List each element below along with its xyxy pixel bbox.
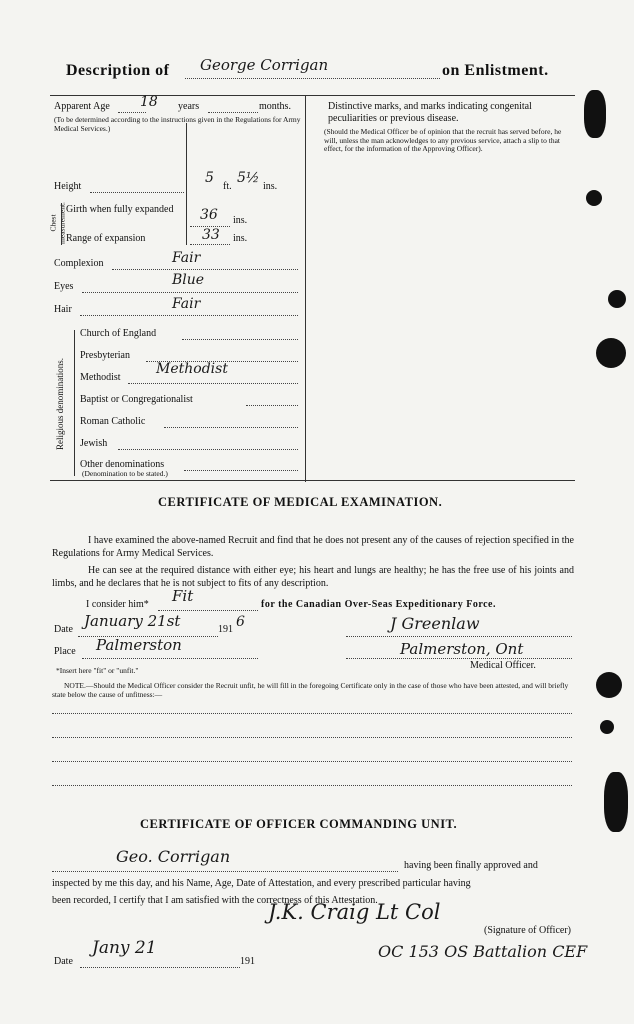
religion-other-note: (Denomination to be stated.) — [82, 469, 168, 478]
range-ins-label: ins. — [233, 233, 248, 244]
religion-line — [128, 383, 298, 384]
complexion-value: Fair — [172, 250, 201, 266]
commanding-date-line — [80, 967, 240, 968]
religion-selected-value: Methodist — [156, 361, 228, 377]
binder-hole — [586, 190, 602, 206]
girth-ins-label: ins. — [233, 215, 248, 226]
binder-hole — [600, 720, 614, 734]
girth-label: Girth when fully expanded — [66, 204, 174, 215]
months-label: months. — [259, 101, 291, 112]
religion-line — [246, 405, 298, 406]
religion-side-label: Religious denominations. — [55, 358, 65, 450]
unfitness-line — [52, 761, 572, 762]
religion-presbyterian: Presbyterian — [80, 350, 130, 361]
height-ins-label: ins. — [263, 181, 278, 192]
religion-jewish: Jewish — [80, 438, 108, 449]
on-enlistment-label: on Enlistment. — [442, 62, 549, 79]
religion-church-of-england: Church of England — [80, 328, 157, 339]
commanding-line-3: been recorded, I certify that I am satisfied with the correctness of this Attestation. — [52, 895, 378, 906]
name-line — [185, 78, 440, 79]
medical-officer-label: Medical Officer. — [470, 660, 536, 671]
medical-year-digit: 6 — [236, 614, 245, 630]
range-value: 33 — [202, 227, 220, 243]
eyes-line — [82, 292, 298, 293]
height-line — [90, 192, 184, 193]
girth-value: 36 — [200, 207, 218, 223]
complexion-line — [112, 269, 298, 270]
signature-of-officer-label: (Signature of Officer) — [484, 925, 572, 936]
commanding-certificate-title: CERTIFICATE OF OFFICER COMMANDING UNIT. — [140, 817, 458, 831]
battalion-value: OC 153 OS Battalion CEF — [378, 942, 588, 961]
commanding-line-2: inspected by me this day, and his Name, Age, Date of Attestation, and every prescribed particular having — [52, 878, 471, 889]
medical-officer-signature: J Greenlaw — [390, 614, 480, 633]
height-feet-value: 5 — [205, 170, 214, 186]
fitness-line — [158, 610, 258, 611]
age-line — [118, 112, 146, 113]
hair-label: Hair — [54, 304, 72, 315]
commanding-officer-signature: J.K. Craig Lt Col — [268, 900, 441, 924]
religion-methodist: Methodist — [80, 372, 121, 383]
religion-line — [118, 449, 298, 450]
form-bottom-border — [50, 480, 575, 481]
age-label: Apparent Age — [54, 101, 110, 112]
fitness-value: Fit — [172, 587, 194, 605]
age-note: (To be determined according to the instructions given in the Regulations for Army Medical Services.) — [54, 115, 301, 133]
commanding-name-line — [52, 871, 398, 872]
unfit-note: NOTE.—Should the Medical Officer consider the Recruit unfit, he will fill in the foregoing Certificate only in the case of those who have been attested, and will briefly state below the cause of unfitness:— — [52, 681, 569, 699]
measure-divider — [186, 123, 187, 245]
years-label: years — [178, 101, 200, 112]
medical-place-value: Palmerston — [96, 636, 182, 654]
months-line — [208, 112, 258, 113]
fit-footnote: *Insert here "fit" or "unfit." — [56, 666, 139, 675]
recruit-name: George Corrigan — [200, 56, 329, 74]
medical-place-line — [82, 658, 258, 659]
distinctive-marks-note: (Should the Medical Officer be of opinion that the recruit has served before, he will, unless the man acknowledges to any previous service, attach a slip to that effect, for the information of the Approving Officer). — [324, 127, 562, 153]
medical-sign-place-line — [346, 658, 572, 659]
distinctive-marks-label: Distinctive marks, and marks indicating congenital peculiarities or previous disease. — [328, 101, 532, 124]
binder-hole — [596, 672, 622, 698]
description-label: Description of — [66, 62, 170, 79]
range-label: Range of expansion — [66, 233, 146, 244]
chest-side-label: Chest measurement. — [48, 202, 66, 244]
commanding-date-label: Date — [54, 956, 73, 967]
complexion-label: Complexion — [54, 258, 104, 269]
height-label: Height — [54, 181, 82, 192]
chest-brace — [61, 203, 62, 245]
commanding-line-1: having been finally approved and — [404, 860, 538, 871]
commanding-date-value: Jany 21 — [92, 938, 157, 958]
age-years-value: 18 — [140, 94, 158, 110]
medical-signature-line — [346, 636, 572, 637]
eyes-value: Blue — [172, 272, 205, 288]
eyes-label: Eyes — [54, 281, 74, 292]
commanding-recruit-name: Geo. Corrigan — [116, 847, 231, 866]
height-inches-value: 5½ — [237, 170, 260, 186]
force-label: for the Canadian Over-Seas Expeditionary Force. — [261, 599, 496, 610]
religion-line — [164, 427, 298, 428]
binder-hole — [596, 338, 626, 368]
medical-paragraph-1: I have examined the above-named Recruit and find that he does not present any of the causes of rejection specified in the Regulations for Army Medical Services. — [52, 535, 574, 559]
medical-paragraph-2: He can see at the required distance with either eye; his heart and lungs are healthy; he has the free use of his joints and limbs, and he declares that he is not subject to fits of any description. — [52, 565, 574, 589]
religion-baptist: Baptist or Congregationalist — [80, 394, 193, 405]
hair-value: Fair — [172, 296, 201, 312]
medical-place-label: Place — [54, 646, 76, 657]
form-top-border — [50, 95, 575, 96]
unfitness-line — [52, 713, 572, 714]
religion-other: Other denominations — [80, 459, 165, 470]
religion-line — [184, 470, 298, 471]
religion-line — [182, 339, 298, 340]
consider-label: I consider him* — [86, 599, 149, 610]
medical-sign-place: Palmerston, Ont — [400, 640, 524, 658]
medical-date-label: Date — [54, 624, 73, 635]
religion-brace — [74, 330, 75, 476]
unfitness-line — [52, 737, 572, 738]
column-divider — [305, 95, 306, 482]
medical-certificate-title: CERTIFICATE OF MEDICAL EXAMINATION. — [158, 495, 443, 509]
binder-hole — [604, 772, 628, 832]
binder-hole — [584, 90, 606, 138]
religion-roman-catholic: Roman Catholic — [80, 416, 146, 427]
binder-hole — [608, 290, 626, 308]
ft-label: ft. — [223, 181, 232, 192]
range-line — [190, 244, 230, 245]
medical-year-printed: 191 — [218, 624, 233, 635]
medical-date-value: January 21st — [84, 612, 181, 630]
unfitness-line — [52, 785, 572, 786]
commanding-year-printed: 191 — [240, 956, 255, 967]
hair-line — [80, 315, 298, 316]
